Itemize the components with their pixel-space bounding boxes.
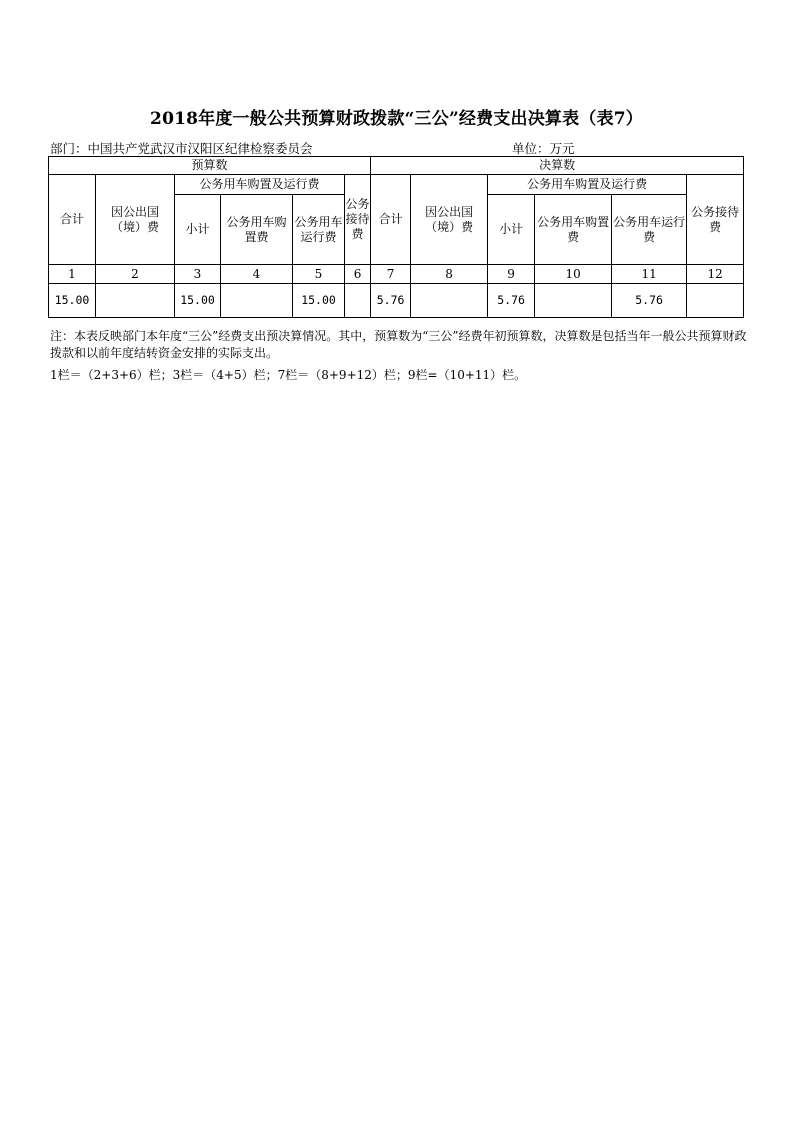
budget-subtotal-header: 小计: [175, 195, 221, 265]
column-number: 11: [612, 265, 687, 284]
final-car-purchase-value: [535, 284, 612, 318]
column-number: 12: [687, 265, 744, 284]
final-car-operation-value: 5.76: [612, 284, 687, 318]
column-number: 10: [535, 265, 612, 284]
final-abroad-value: [411, 284, 488, 318]
final-total-value: 5.76: [371, 284, 411, 318]
final-abroad-header: 因公出国（境）费: [411, 175, 488, 265]
column-number: 2: [96, 265, 175, 284]
budget-car-group-header: 公务用车购置及运行费: [175, 175, 345, 195]
budget-subtotal-value: 15.00: [175, 284, 221, 318]
three-public-expense-table: [48, 156, 744, 318]
final-reception-header: 公务接待费: [687, 175, 744, 265]
final-car-purchase-header: 公务用车购置费: [535, 195, 612, 265]
budget-reception-value: [345, 284, 371, 318]
column-number: 1: [49, 265, 96, 284]
unit-label: 单位：万元: [512, 141, 575, 156]
final-reception-value: [687, 284, 744, 318]
final-total-header: 合计: [371, 175, 411, 265]
column-number: 9: [488, 265, 535, 284]
column-number: 7: [371, 265, 411, 284]
budget-abroad-value: [96, 284, 175, 318]
budget-header: 预算数: [49, 157, 371, 175]
budget-abroad-header: 因公出国（境）费: [96, 175, 175, 265]
final-car-group-header: 公务用车购置及运行费: [488, 175, 687, 195]
final-subtotal-header: 小计: [488, 195, 535, 265]
final-car-operation-header: 公务用车运行费: [612, 195, 687, 265]
column-number: 4: [221, 265, 293, 284]
column-number: 6: [345, 265, 371, 284]
budget-total-value: 15.00: [49, 284, 96, 318]
budget-reception-header: 公务接待费: [345, 175, 371, 265]
budget-car-operation-value: 15.00: [293, 284, 345, 318]
table-note: 注：本表反映部门本年度“三公”经费支出预决算情况。其中，预算数为“三公”经费年初预算数，决算数是包括当年一般公共预算财政拨款和以前年度结转资金安排的实际支出。: [50, 329, 747, 360]
column-number: 5: [293, 265, 345, 284]
budget-car-purchase-header: 公务用车购置费: [221, 195, 293, 265]
final-subtotal-value: 5.76: [488, 284, 535, 318]
column-number: 8: [411, 265, 488, 284]
department-label: 部门：中国共产党武汉市汉阳区纪律检察委员会: [50, 141, 313, 156]
final-header: 决算数: [371, 157, 744, 175]
column-number: 3: [175, 265, 221, 284]
budget-car-operation-header: 公务用车运行费: [293, 195, 345, 265]
budget-total-header: 合计: [49, 175, 96, 265]
column-formula-note: 1栏＝（2+3+6）栏；3栏＝（4+5）栏；7栏＝（8+9+12）栏；9栏=（10+11）栏。: [50, 368, 527, 382]
budget-car-purchase-value: [221, 284, 293, 318]
page-title: 2018年度一般公共预算财政拨款“三公”经费支出决算表（表7）: [150, 109, 643, 129]
